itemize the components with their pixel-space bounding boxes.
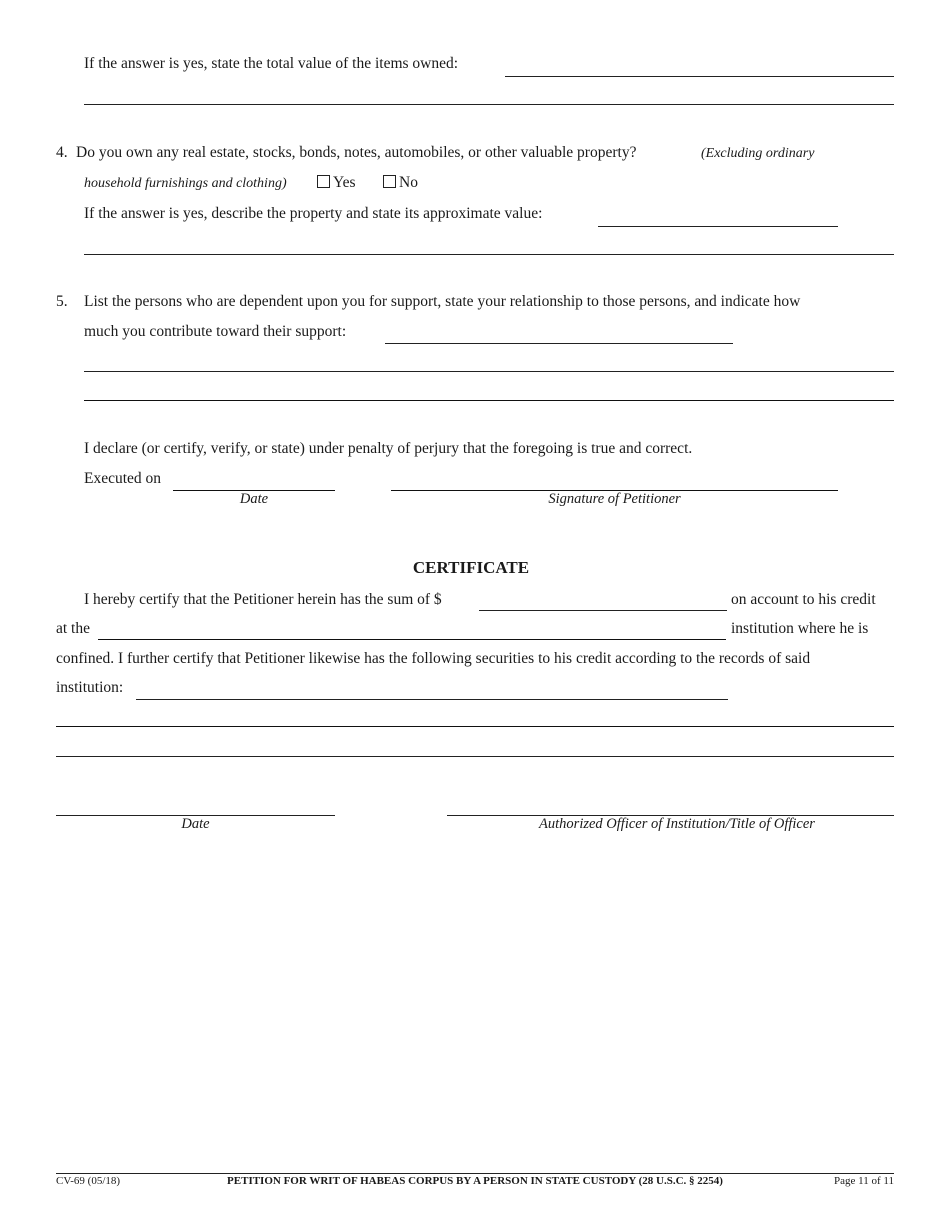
certificate-line1-a: I hereby certify that the Petitioner herein has the sum of $: [84, 591, 442, 608]
q5-line1: List the persons who are dependent upon you for support, state your relationship to those persons, and indicate how: [84, 293, 801, 310]
q5-dependents-field-line3[interactable]: [84, 400, 894, 401]
declaration-text: I declare (or certify, verify, or state) under penalty of perjury that the foregoing is true and correct.: [84, 440, 693, 457]
q3-value-field-line2[interactable]: [84, 104, 894, 105]
certificate-line2-a: at the: [56, 620, 90, 637]
securities-field-line3[interactable]: [56, 756, 894, 757]
certificate-heading: CERTIFICATE: [412, 558, 530, 577]
q4-yes-label: Yes: [333, 174, 356, 191]
q5-dependents-field-line2[interactable]: [84, 371, 894, 372]
footer-title: PETITION FOR WRIT OF HABEAS CORPUS BY A PERSON IN STATE CUSTODY (28 U.S.C. § 2254): [227, 1175, 723, 1187]
certificate-line2-b: institution where he is: [731, 620, 869, 637]
q4-number: 4.: [56, 144, 68, 161]
q5-dependents-field[interactable]: [385, 343, 733, 344]
footer-rule: [56, 1173, 894, 1174]
q4-no-label: No: [399, 174, 418, 191]
q4-no-option[interactable]: [383, 174, 418, 192]
petitioner-signature-caption: Signature of Petitioner: [548, 491, 681, 507]
q5-line2: much you contribute toward their support:: [84, 323, 347, 340]
executed-on-label: Executed on: [84, 470, 162, 487]
q4-no-checkbox[interactable]: [383, 175, 396, 188]
officer-signature-caption: Authorized Officer of Institution/Title of Officer: [539, 816, 815, 832]
q4-yes-option[interactable]: [317, 174, 356, 192]
q4-note-part1: (Excluding ordinary: [701, 146, 815, 161]
q4-followup-label: If the answer is yes, describe the property and state its approximate value:: [84, 205, 543, 222]
q4-property-field-line2[interactable]: [84, 254, 894, 255]
credit-amount-field[interactable]: [479, 610, 727, 611]
certificate-line3: confined. I further certify that Petitioner likewise has the following securities to his credit according to the records of said: [56, 650, 811, 667]
institution-name-field[interactable]: [98, 639, 726, 640]
q4-note-part2: household furnishings and clothing): [84, 176, 287, 191]
q4-question: Do you own any real estate, stocks, bonds, notes, automobiles, or other valuable property?: [76, 144, 637, 161]
securities-field-line2[interactable]: [56, 726, 894, 727]
q5-number: 5.: [56, 293, 68, 310]
declaration-date-caption: Date: [239, 491, 269, 507]
q4-property-field[interactable]: [598, 226, 838, 227]
securities-field[interactable]: [136, 699, 728, 700]
q3-value-field[interactable]: [505, 76, 894, 77]
q3-value-label: If the answer is yes, state the total value of the items owned:: [84, 55, 459, 72]
certificate-line4: institution:: [56, 679, 124, 696]
certificate-date-caption: Date: [181, 816, 210, 832]
certificate-line1-b: on account to his credit: [731, 591, 876, 608]
footer-form-id: CV-69 (05/18): [56, 1175, 121, 1187]
q4-yes-checkbox[interactable]: [317, 175, 330, 188]
footer-page-number: Page 11 of 11: [834, 1175, 894, 1187]
